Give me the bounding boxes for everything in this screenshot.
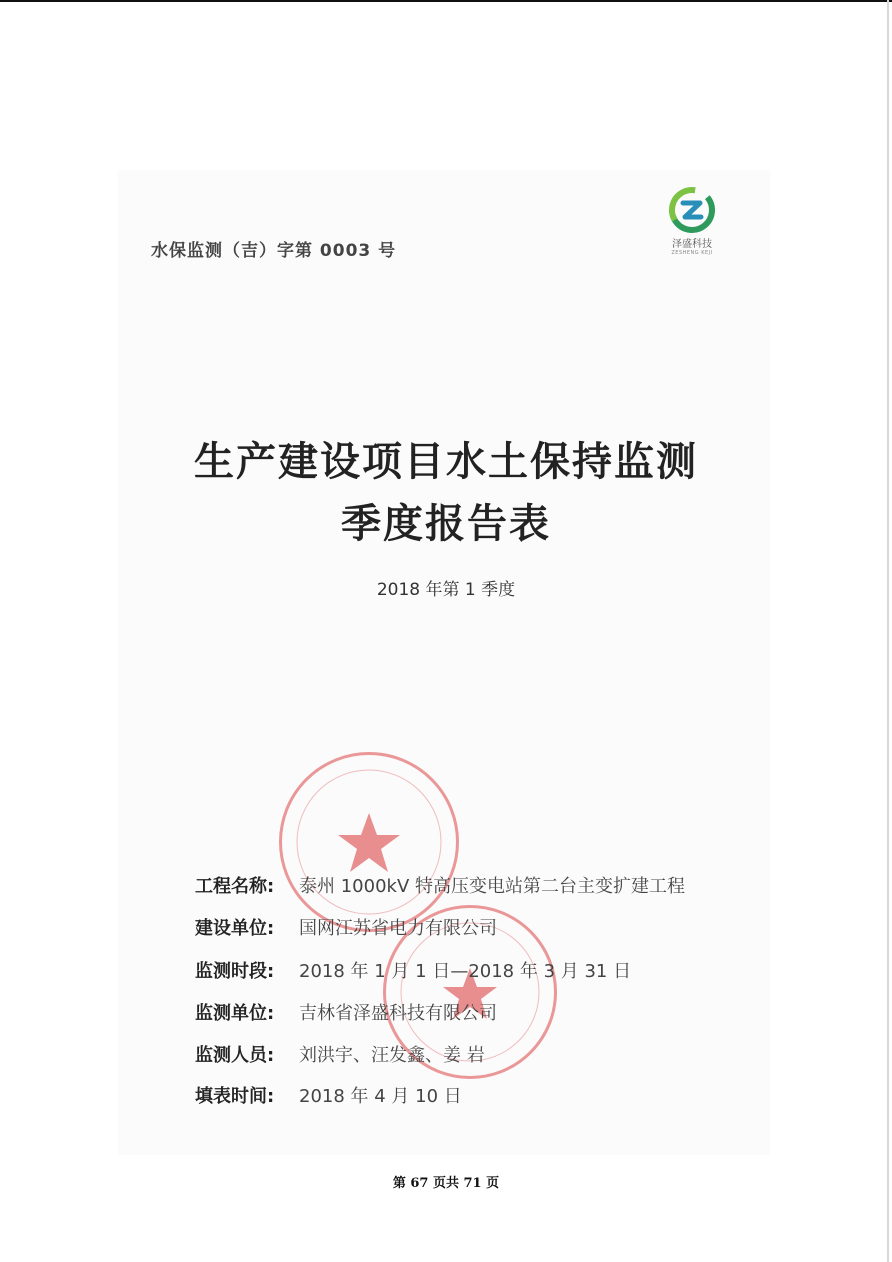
field-label: 填表时间: (195, 1086, 275, 1107)
field-monitoring-staff (195, 1041, 485, 1067)
top-border (0, 0, 892, 2)
page-number: 第 67 页共 71 页 (392, 1176, 500, 1191)
title-line-2: 季度报告表 (341, 501, 551, 547)
right-border (887, 0, 889, 1262)
field-value: 国网江苏省电力有限公司 (299, 918, 497, 939)
company-logo (662, 186, 722, 266)
field-value: 2018 年 4 月 10 日 (299, 1086, 462, 1107)
field-value: 2018 年 1 月 1 日—2018 年 3 月 31 日 (299, 961, 632, 982)
zesheng-logo-icon (668, 186, 716, 234)
logo-name: 泽盛科技 (672, 239, 712, 250)
field-project-name (195, 872, 685, 898)
field-monitoring-unit (195, 999, 497, 1025)
report-quarter: 2018 年第 1 季度 (376, 580, 516, 600)
field-value: 刘洪宇、汪发鑫、姜 岩 (299, 1045, 485, 1066)
field-label: 监测时段: (195, 961, 275, 982)
field-label: 监测人员: (195, 1045, 275, 1066)
document-number: 水保监测（吉）字第 0003 号 (151, 241, 397, 261)
logo-subtext: ZESHENG KEJI (671, 250, 713, 256)
field-label: 监测单位: (195, 1003, 275, 1024)
company-seal-stamp (279, 752, 459, 932)
field-construction-unit (195, 914, 497, 940)
field-label: 建设单位: (195, 918, 275, 939)
title-line-1: 生产建设项目水土保持监测 (194, 439, 698, 485)
field-value: 吉林省泽盛科技有限公司 (299, 1003, 497, 1024)
seal-star-icon (282, 755, 456, 929)
field-fill-date (195, 1082, 462, 1108)
field-monitoring-period (195, 957, 631, 983)
field-label: 工程名称: (195, 876, 275, 897)
field-value: 泰州 1000kV 特高压变电站第二台主变扩建工程 (299, 876, 685, 897)
